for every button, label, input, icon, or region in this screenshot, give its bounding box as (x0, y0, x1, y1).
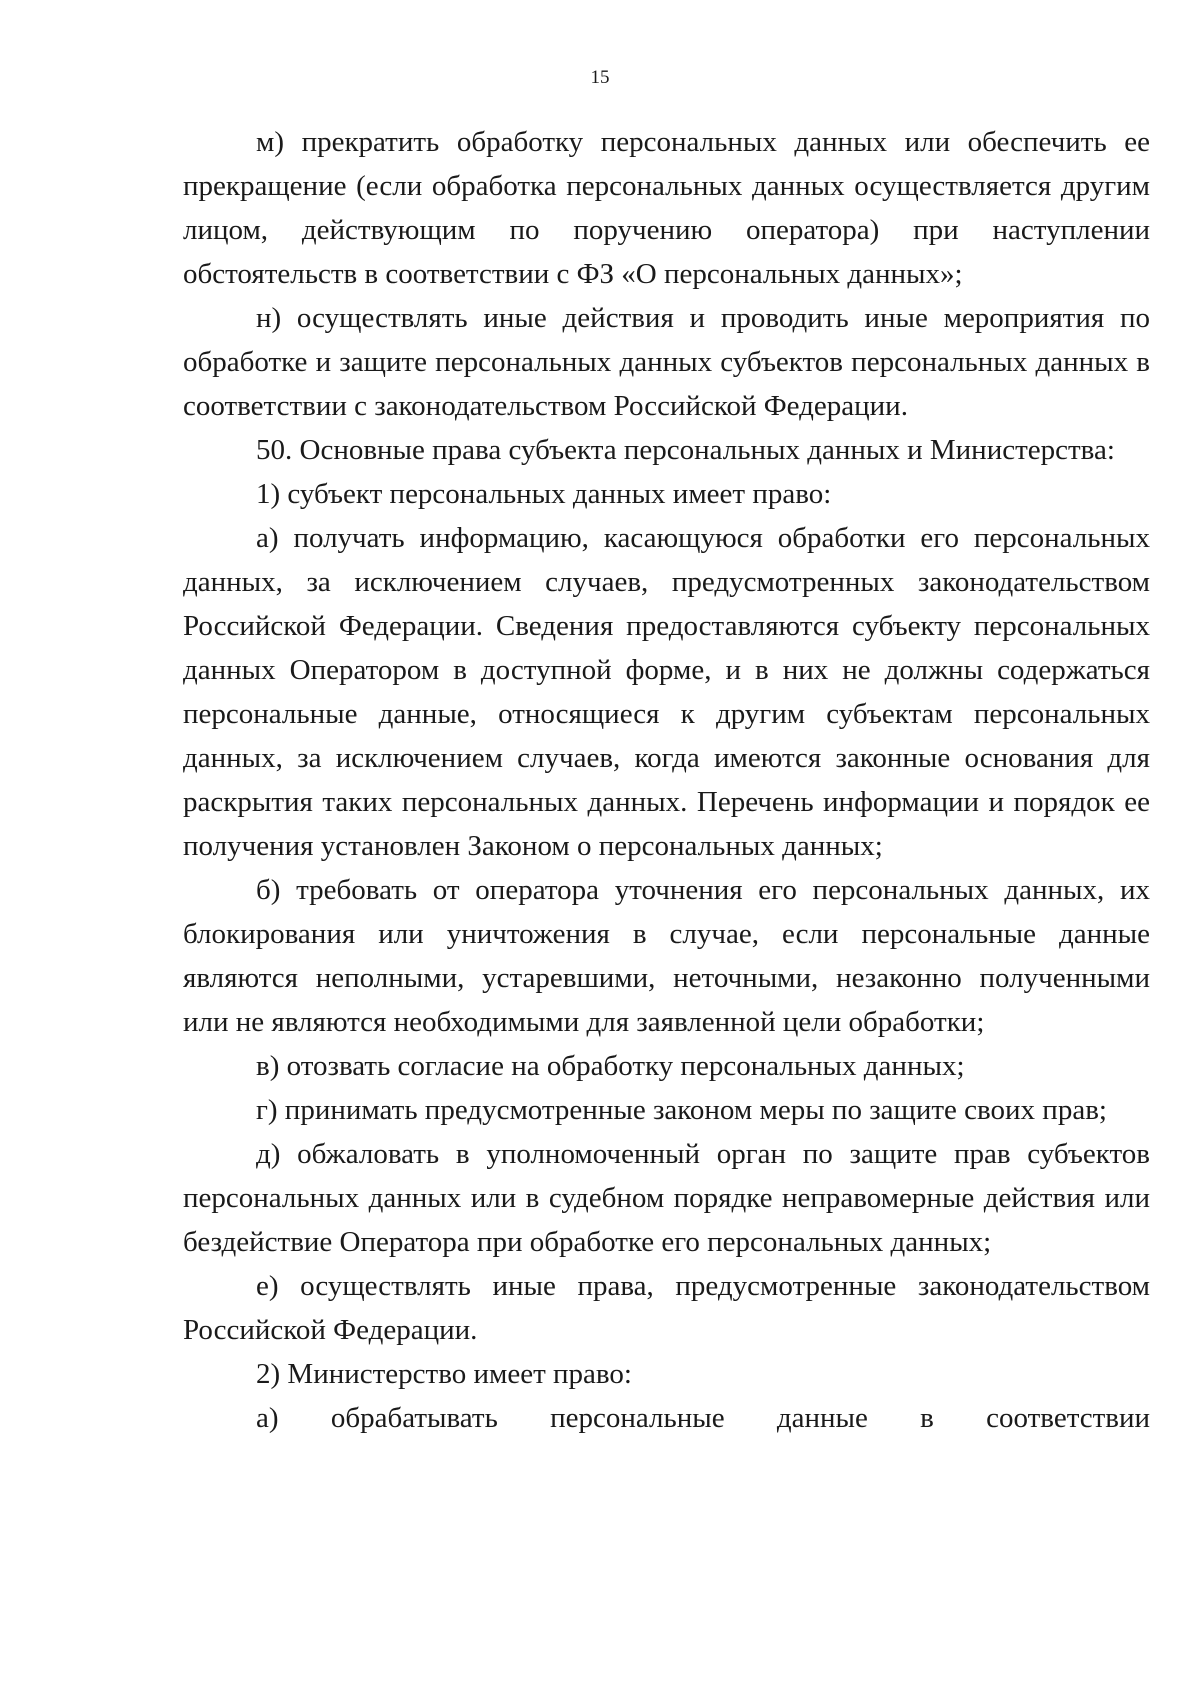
paragraph-1d: д) обжаловать в уполномоченный орган по защите прав субъектов персональных данных или в судебном порядке неправомерные действия или бездействие Оператора при обработке его персональных данных; (183, 1138, 1150, 1258)
paragraph-50: 50. Основные права субъекта персональных данных и Министерства: (256, 434, 1115, 466)
paragraph-2a: а) обрабатывать персональные данные в соответствии (256, 1402, 1150, 1434)
paragraph-1a: а) получать информацию, касающуюся обработки его персональных данных, за исключением случаев, предусмотренных законодательством Российской Федерации. Сведения предоставляются субъекту персональных данных Оператором в доступной форме, и в них не должны содержаться персональные данные, относящиеся к другим субъектам персональных данных, за исключением случаев, когда имеются законные основания для раскрытия таких персональных данных. Перечень информации и порядок ее получения установлен Законом о персональных данных; (183, 522, 1150, 862)
paragraph-2: 2) Министерство имеет право: (256, 1358, 632, 1390)
paragraph-1b: б) требовать от оператора уточнения его персональных данных, их блокирования или уничтожения в случае, если персональные данные являются неполными, устаревшими, неточными, незаконно полученными или не являются необходимыми для заявленной цели обработки; (183, 874, 1150, 1038)
paragraph-1e: е) осуществлять иные права, предусмотренные законодательством Российской Федерации. (183, 1270, 1150, 1346)
paragraph-n: н) осуществлять иные действия и проводить иные мероприятия по обработке и защите персональных данных субъектов персональных данных в соответствии с законодательством Российской Федерации. (183, 302, 1150, 422)
paragraph-1: 1) субъект персональных данных имеет право: (256, 478, 832, 510)
page-number: 15 (590, 67, 610, 88)
document-body (183, 120, 1150, 1440)
paragraph-1g: г) принимать предусмотренные законом меры по защите своих прав; (256, 1094, 1107, 1126)
paragraph-m: м) прекратить обработку персональных данных или обеспечить ее прекращение (если обработка персональных данных осуществляется другим лицом, действующим по поручению оператора) при наступлении обстоятельств в соответствии с ФЗ «О персональных данных»; (183, 126, 1150, 290)
paragraph-1v: в) отозвать согласие на обработку персональных данных; (256, 1050, 965, 1082)
